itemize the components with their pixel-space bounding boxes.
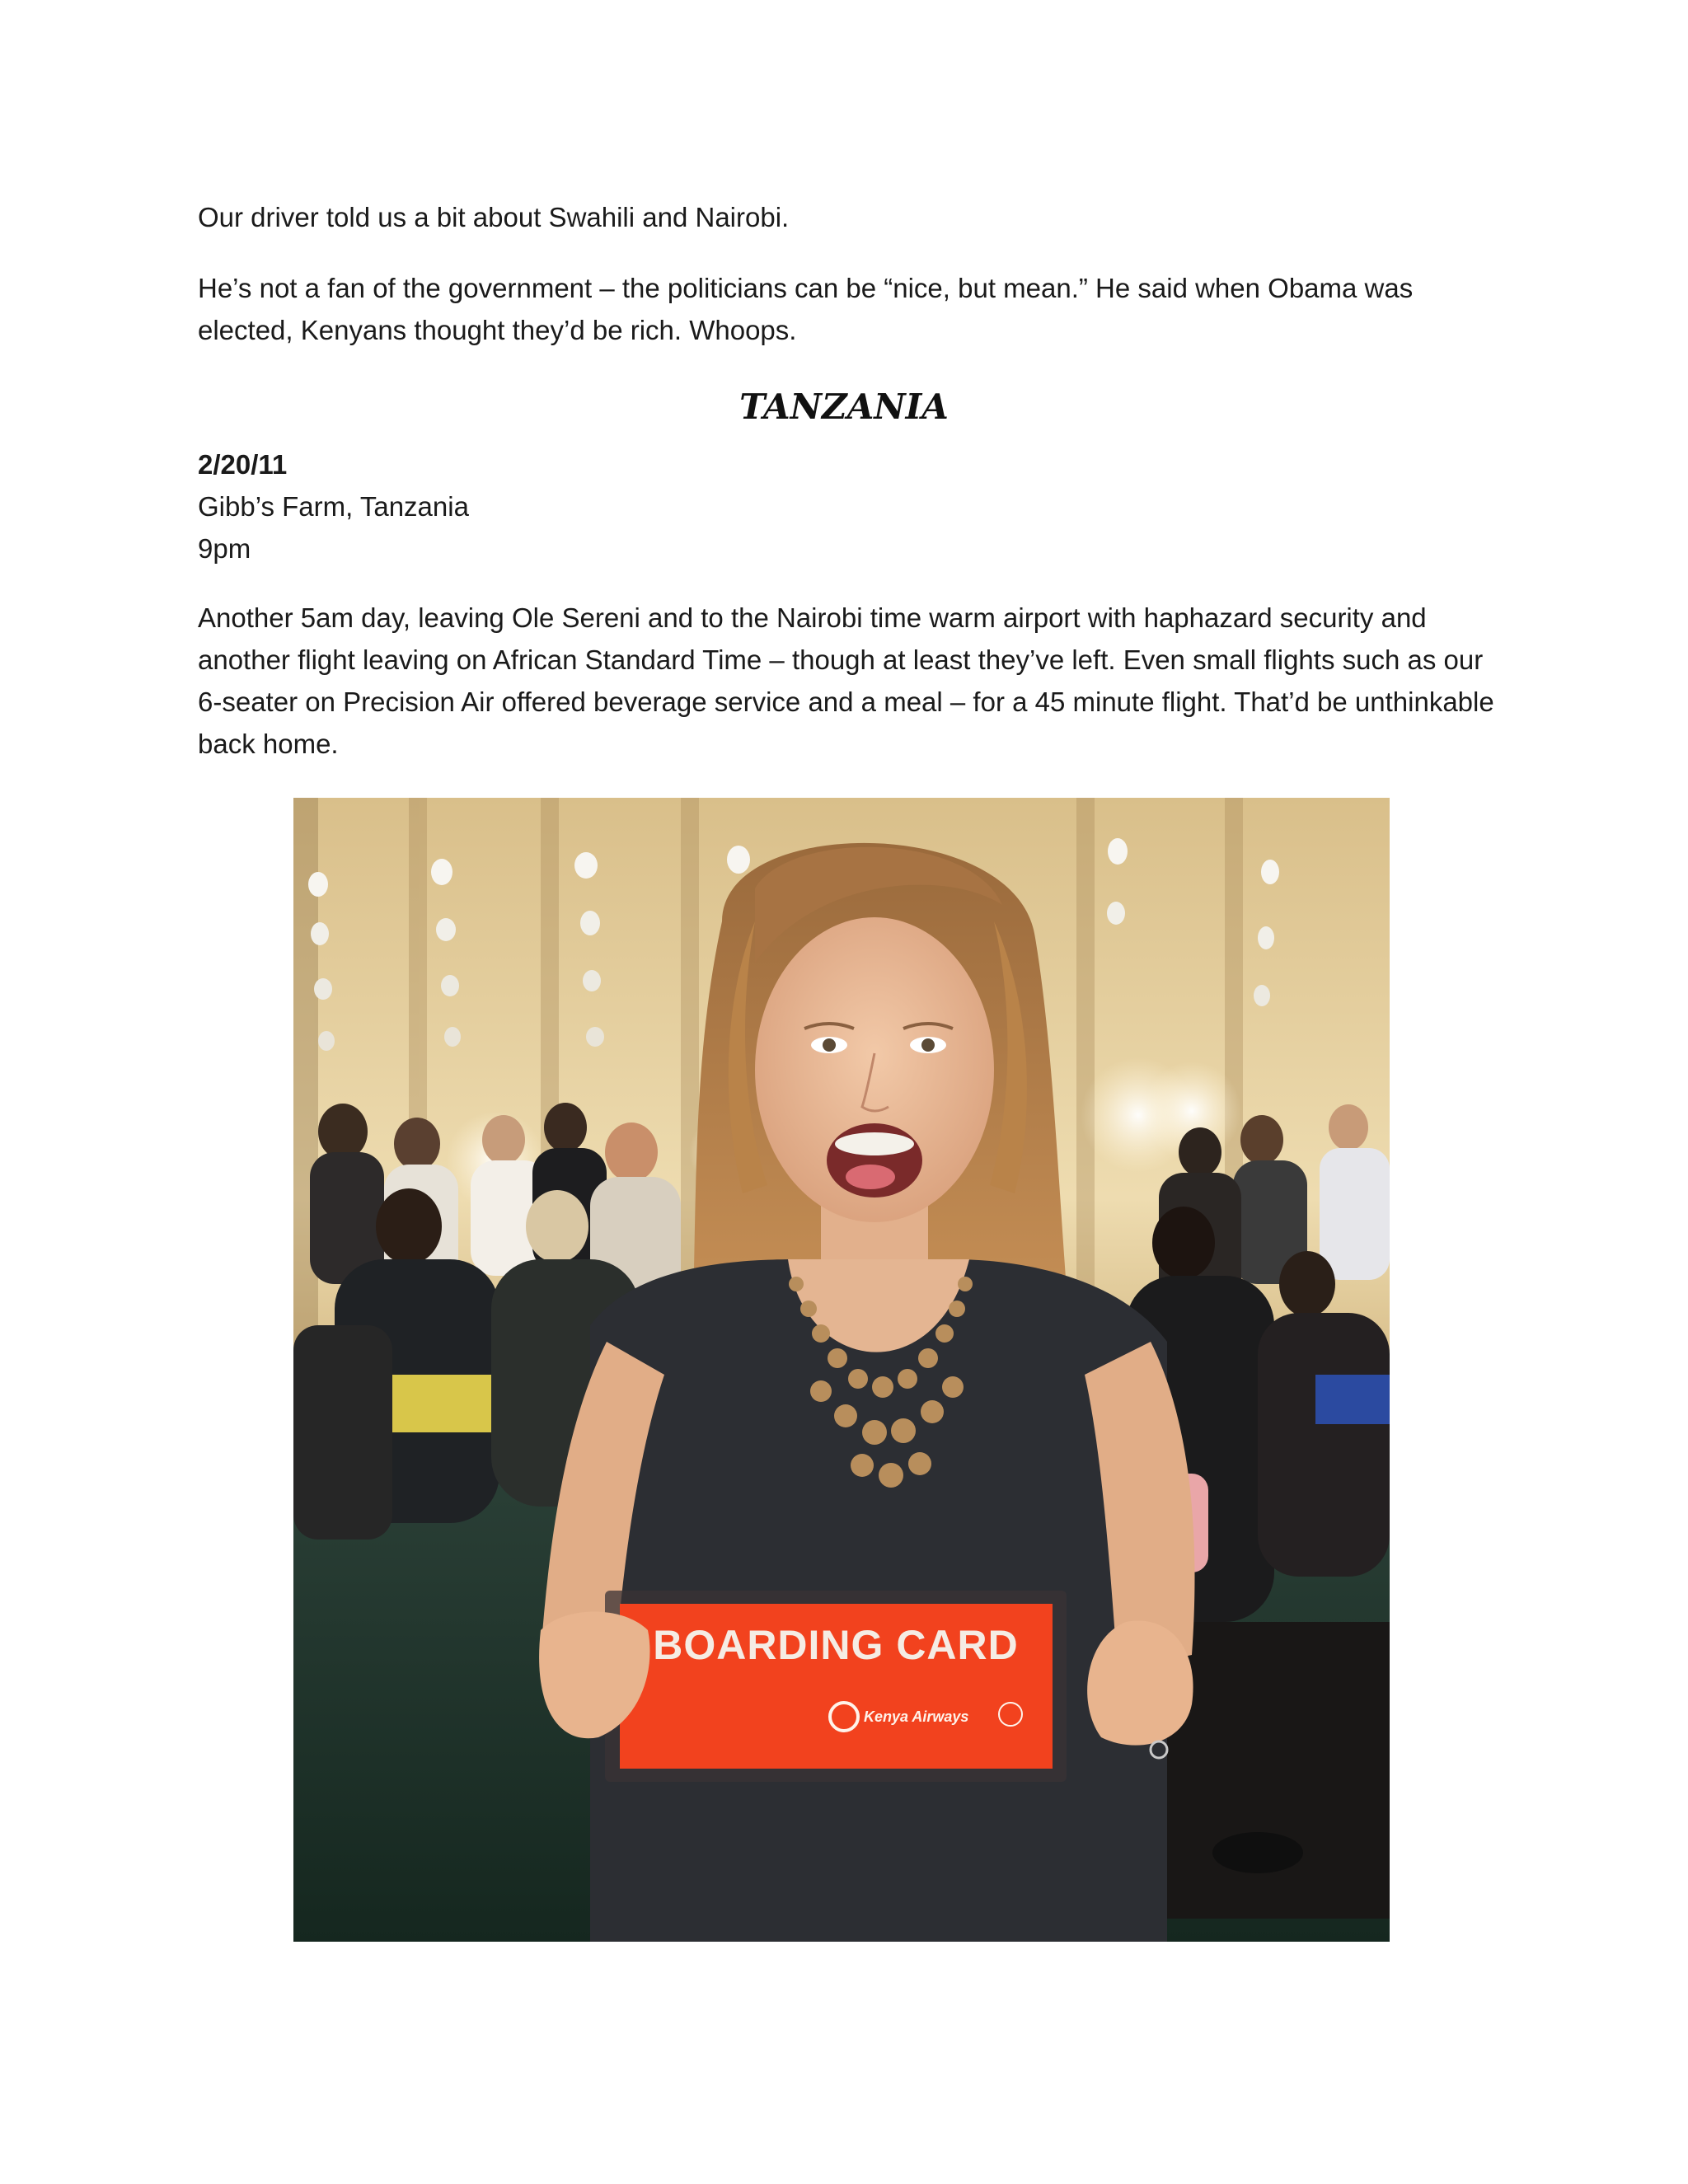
- boarding-card-text: BOARDING CARD: [653, 1622, 1019, 1668]
- section-heading: TANZANIA: [739, 387, 949, 427]
- entry-date: 2/20/11: [198, 449, 288, 480]
- boarding-card: [620, 1604, 1053, 1769]
- entry-meta: [198, 443, 469, 569]
- airline-text: Kenya Airways: [864, 1708, 969, 1725]
- airport-photo: [293, 798, 1390, 1942]
- paragraph-flight: Another 5am day, leaving Ole Sereni and to the Nairobi time warm airport with haphazard security and another flight leaving on African Standard Time – though at least they’ve left. Even small flights such as our 6-seater on Precision Air offered beverage service and a meal – for a 45 minute flight. That’d be unthinkable back home.: [198, 602, 1494, 759]
- photo-illustration: [293, 798, 1390, 1942]
- paragraph-driver: Our driver told us a bit about Swahili and Nairobi.: [198, 202, 790, 232]
- paragraph-government: He’s not a fan of the government – the politicians can be “nice, but mean.” He said when Obama was elected, Kenyans thought they’d be rich. Whoops.: [198, 273, 1414, 345]
- entry-time: 9pm: [198, 533, 251, 564]
- entry-location: Gibb’s Farm, Tanzania: [198, 491, 469, 522]
